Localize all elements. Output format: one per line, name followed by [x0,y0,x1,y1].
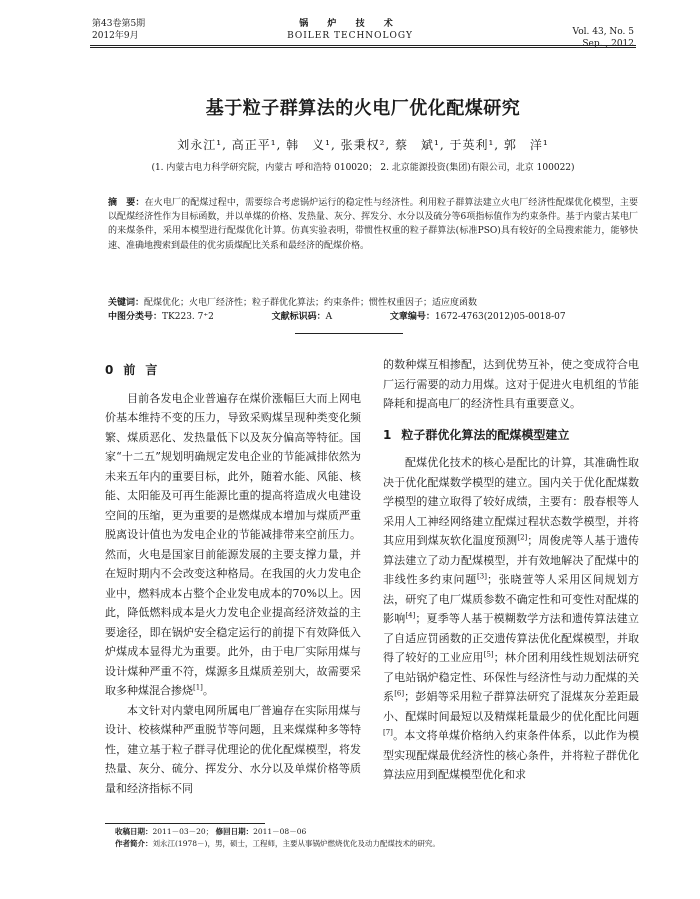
journal-name-cn: 锅 炉 技 术 [299,19,401,29]
citation-3: [3] [477,572,487,581]
section-1-text-3: ；张晓萱等人采用区间规划方法，研究了电厂煤质参数不确定性和可变性对配煤的影响 [383,573,639,625]
citation-2: [2] [517,533,528,542]
doc-code-label: 文献标识码： [271,312,326,322]
keywords: 配煤优化；火电厂经济性；粒子群优化算法；约束条件；惯性权重因子；适应度函数 [144,298,478,308]
author-bio-label: 作者简介： [115,839,153,848]
header-rule-thin [90,47,636,48]
revised-date: 2011－08－06 [253,827,307,836]
volume-issue-cn: 第43卷第5期 [92,19,146,29]
classification-line [108,310,638,324]
journal-name [270,18,430,42]
citation-7: [7] [383,728,393,737]
abstract-divider [295,333,403,334]
section-1-paragraph [383,453,639,785]
author-bio: 刘永江(1978－)，男，硕士，工程师，主要从事锅炉燃烧优化及动力配煤技术的研究。 [152,839,440,848]
section-1-title: 粒子群优化算法的配煤模型建立 [401,427,570,442]
citation-1: [1] [193,683,203,692]
author-list: 刘永江¹, 高正平¹, 韩 义¹, 张秉权², 蔡 斌¹, 于英利¹, 郭 洋¹ [177,138,549,152]
header-rule [90,45,636,46]
citation-6: [6] [394,689,405,698]
intro-paragraph-1 [105,389,361,701]
article-number-label: 文章编号： [389,312,435,322]
abstract [108,196,638,253]
keywords-label: 关键词： [108,298,145,308]
citation-5: [5] [483,650,494,659]
received-label: 收稿日期： [115,827,153,836]
affiliations: (1. 内蒙古电力科学研究院，内蒙古 呼和浩特 010020； 2. 北京能源投资(集团)有限公司，北京 100022) [151,163,575,173]
intro-paragraph-2-continued: 的数种煤互相掺配，达到优势互补，使之变成符合电厂运行需要的动力用煤。这对于促进火电机组的节能降耗和提高电厂的经济性具有重要意义。 [383,358,639,410]
right-column [383,355,639,785]
journal-name-en: BOILER TECHNOLOGY [287,31,413,41]
author-bio-line [115,838,440,850]
abstract-text: 在火电厂的配煤过程中，需要综合考虑锅炉运行的稳定性与经济性。利用粒子群算法建立火电厂经济性配煤优化模型，主要以配煤经济性作为目标函数，并以单煤的价格、发热量、灰分、挥发分、水分以及硫分等6项指标值作为约束条件。基于内蒙古某电厂的来煤条件，采用本模型进行配煤优化计算。仿真实验表明，带惯性权重的粒子群算法(标准PSO)具有较好的全局搜索能力，能够快速、准确地搜索到最佳的优劣质煤配比关系和最经济的配煤价格。 [108,198,638,251]
footnote-rule [105,823,265,824]
intro-paragraph-1-end: 。 [202,684,214,697]
citation-4: [4] [405,611,416,620]
clc-number: TK223. 7⁺2 [162,312,214,322]
article-number: 1672-4763(2012)05-0018-07 [434,312,566,322]
section-0-number: 0 [105,363,114,377]
date-cn: 2012年9月 [92,31,139,41]
section-1-number: 1 [383,427,392,442]
intro-paragraph-1-text: 目前各发电企业普遍存在煤价涨幅巨大而上网电价基本维持不变的压力，导致采购煤呈现种类变化频繁、煤质恶化、发热量低下以及灰分偏高等特征。国家“十二五”规划明确规定发电企业的节能减排依然为未来五年内的重要目标，此外，随着水能、风能、核能、太阳能及可再生能源比重的提高将造成火电建设空间的压缩，更为重要的是燃煤成本增加与煤质严重脱离设计值也为发电企业的节能减排带来空前压力。然而，火电是国家目前能源发展的主要支撑力量，并在短时期内不会改变这种格局。在我国的火力发电企业中，燃料成本占整个企业发电成本的70%以上。因此，降低燃料成本是火力发电企业提高经济效益的主要途径，即在锅炉安全稳定运行的前提下有效降低入炉煤成本显得尤为重要。此外，由于电厂实际用煤与设计煤种严重不符，煤源多且煤质差别大，故需要采取多种煤混合掺烧 [105,391,361,697]
intro-paragraph-2: 本文针对内蒙电网所属电厂普遍存在实际用煤与设计、校核煤种严重脱节等问题，且来煤煤种多等特性，建立基于粒子群寻优理论的优化配煤模型，将发热量、灰分、硫分、挥发分、水分以及单煤价格等质量和经济指标不同 [105,703,361,795]
dates-line [115,826,440,838]
received-date: 2011－03－20； [152,827,214,836]
section-1-text-5: ；林介团利用线性规划法研究了电站锅炉稳定性、环保性与经济性与动力配煤的关系 [383,651,640,703]
section-0-title: 前言 [123,363,168,377]
revised-label: 修回日期： [215,827,254,836]
abstract-label: 摘 要： [108,198,145,208]
section-1-text-6: ；彭娟等采用粒子群算法研究了混煤灰分差距最小、配煤时间最短以及精煤耗量最少的优化配比问题 [383,690,640,723]
clc-label: 中图分类号： [108,312,163,322]
date-en: Sep. , 2012 [582,39,634,49]
section-1-text-1: 配煤优化技术的核心是配比的计算，其准确性取决于优化配煤数学模型的建立。国内关于优化配煤数学模型的建立取得了较好成绩，主要有：殷春根等人采用人工神经网络建立配煤过程状态数学模型，并将其应用到煤灰软化温度预测 [383,456,639,547]
section-1-text-2: ；周俊虎等人基于遗传算法建立了动力配煤模型，并有效地解决了配煤中的非线性多约束问题 [383,534,640,586]
doc-code: A [325,312,333,322]
section-1-text-7: 。本文将单煤价格纳入约束条件体系，以此作为模型实现配煤最优经济性的核心条件，并将粒子群优化算法应用到配煤模型优化和求 [383,729,639,781]
section-1-heading [383,426,639,446]
section-1-text-4: ；夏季等人基于模糊数学方法和遗传算法建立了自适应罚函数的正交遗传算法优化配煤模型，并取得了较好的工业应用 [383,612,640,664]
section-0-heading [105,361,361,381]
footnote [115,826,440,850]
paper-title: 基于粒子群算法的火电厂优化配煤研究 [205,98,521,119]
keywords-line [108,296,638,310]
left-column [105,355,361,798]
volume-issue-en: Vol. 43, No. 5 [572,27,634,37]
issue-info-cn [92,18,212,42]
